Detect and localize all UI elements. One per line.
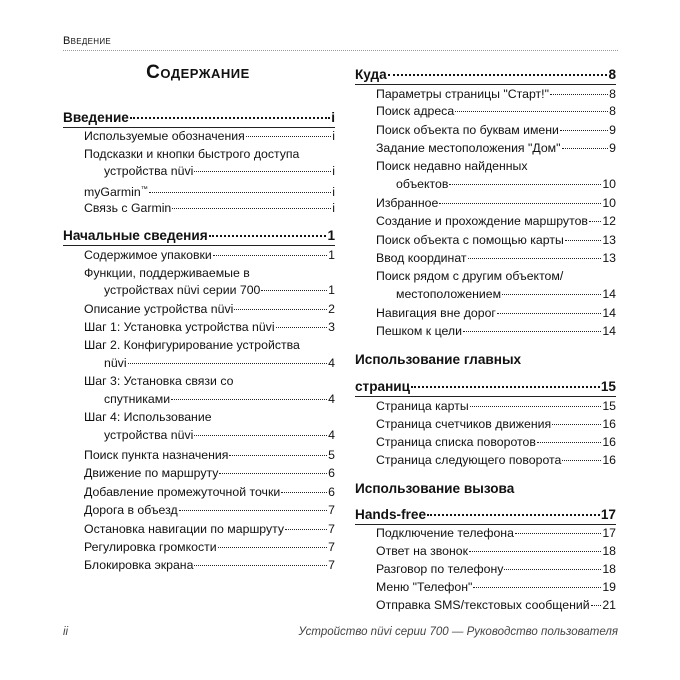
- dot-leader: [449, 184, 601, 185]
- toc-entry-label: объектов: [396, 177, 449, 191]
- page-footer: [63, 626, 618, 638]
- toc-page-number: 8: [608, 67, 616, 82]
- toc-entry-text: Шаг 4: Использование: [84, 410, 212, 424]
- dot-leader: [209, 235, 327, 237]
- toc-entry-label: Содержимое упаковки: [84, 248, 212, 262]
- footer-page-number: ii: [63, 626, 69, 638]
- toc-entry[interactable]: [63, 182, 335, 200]
- toc-page-number: 7: [328, 540, 335, 554]
- dot-leader: [194, 565, 327, 566]
- dot-leader: [469, 551, 601, 552]
- dot-leader: [562, 460, 601, 461]
- toc-section-entry[interactable]: [63, 228, 335, 244]
- toc-section-entry[interactable]: [355, 507, 616, 523]
- toc-entry[interactable]: [355, 561, 616, 577]
- toc-entry-label: myGarmin™: [84, 185, 148, 200]
- dot-leader: [149, 192, 332, 193]
- dot-leader: [502, 294, 601, 295]
- toc-entry-label: Пешком к цели: [376, 324, 462, 338]
- toc-entry[interactable]: [63, 355, 335, 371]
- toc-entry-label: Отправка SMS/текстовых сообщений: [376, 598, 590, 612]
- dot-leader: [473, 587, 601, 588]
- dot-leader: [497, 313, 601, 314]
- toc-entry-label: Создание и прохождение маршрутов: [376, 214, 588, 228]
- toc-entry[interactable]: [63, 521, 335, 537]
- running-header: [63, 35, 618, 51]
- toc-page-number: 14: [602, 324, 616, 338]
- toc-entry-label: Используемые обозначения: [84, 129, 245, 143]
- toc-page-number: 5: [328, 448, 335, 462]
- toc-page-number: 7: [328, 558, 335, 572]
- toc-entry[interactable]: [63, 427, 335, 443]
- toc-entry-label: устройства nüvi: [104, 164, 194, 178]
- toc-page-number: 2: [328, 302, 335, 316]
- dot-leader: [261, 290, 327, 291]
- toc-page-number: 19: [602, 580, 616, 594]
- toc-page-number: 13: [602, 233, 616, 247]
- dot-leader: [439, 203, 601, 204]
- toc-entry-label: Начальные сведения: [63, 228, 208, 243]
- toc-entry-label: спутниками: [104, 392, 171, 406]
- toc-entry-label: Ответ на звонок: [376, 544, 468, 558]
- dot-leader: [388, 74, 608, 76]
- toc-entry-label: устройствах nüvi серии 700: [104, 283, 261, 297]
- dot-leader: [234, 309, 327, 310]
- toc-entry[interactable]: [63, 539, 335, 555]
- toc-page-number: 10: [602, 196, 616, 210]
- toc-page-number: 10: [602, 177, 616, 191]
- dot-leader: [589, 221, 601, 222]
- toc-page-number: 15: [602, 399, 616, 413]
- toc-entry-label: устройства nüvi: [104, 428, 194, 442]
- dot-leader: [172, 208, 331, 209]
- toc-entry[interactable]: [355, 250, 616, 266]
- dot-leader: [455, 111, 608, 112]
- toc-page-number: i: [332, 201, 335, 215]
- dot-leader: [213, 255, 327, 256]
- toc-page-number: i: [332, 185, 335, 200]
- toc-page-number: 9: [609, 141, 616, 155]
- dot-leader: [463, 331, 601, 332]
- toc-entry-label: Введение: [63, 110, 129, 125]
- dot-leader: [276, 327, 328, 328]
- toc-page-number: i: [331, 110, 335, 125]
- toc-entry-label: Подключение телефона: [376, 526, 514, 540]
- toc-entry-label: Страница карты: [376, 399, 469, 413]
- toc-entry[interactable]: [355, 286, 616, 302]
- toc-entry[interactable]: [355, 323, 616, 339]
- toc-page-number: 16: [602, 417, 616, 431]
- dot-leader: [550, 94, 608, 95]
- toc-page-number: 17: [602, 526, 616, 540]
- toc-entry[interactable]: [355, 195, 616, 211]
- toc-page-number: i: [332, 164, 335, 178]
- toc-page-number: 18: [602, 544, 616, 558]
- toc-section-entry[interactable]: [355, 67, 616, 83]
- toc-page-number: 4: [328, 356, 335, 370]
- toc-entry-label: nüvi: [104, 356, 127, 370]
- toc-page-number: 13: [602, 251, 616, 265]
- toc-entry-label: Описание устройства nüvi: [84, 302, 234, 316]
- toc-entry[interactable]: [63, 484, 335, 500]
- toc-entry[interactable]: [63, 200, 335, 216]
- dot-leader: [130, 117, 330, 119]
- toc-entry-label: Поиск адреса: [376, 104, 455, 118]
- toc-entry-label: Поиск объекта по буквам имени: [376, 123, 559, 137]
- toc-entry-label: Остановка навигации по маршруту: [84, 522, 285, 536]
- toc-section-entry[interactable]: [63, 110, 335, 126]
- toc-page-number: 3: [328, 320, 335, 334]
- toc-section-heading: Использование вызова: [355, 481, 515, 496]
- toc-entry-label: Ввод координат: [376, 251, 467, 265]
- dot-leader: [194, 435, 327, 436]
- section-underline: [355, 396, 616, 397]
- toc-entry[interactable]: [63, 128, 335, 144]
- dot-leader: [229, 455, 327, 456]
- dot-leader: [468, 258, 602, 259]
- dot-leader: [171, 399, 327, 400]
- dot-leader: [246, 136, 331, 137]
- toc-entry[interactable]: [355, 597, 616, 613]
- toc-entry-text: Поиск рядом с другим объектом/: [376, 269, 564, 283]
- toc-entry-label: Движение по маршруту: [84, 466, 219, 480]
- dot-leader: [565, 240, 602, 241]
- dot-leader: [515, 533, 601, 534]
- toc-page-number: 6: [328, 485, 335, 499]
- toc-page-number: 12: [602, 214, 616, 228]
- toc-entry-text: Функции, поддерживаемые в: [84, 266, 250, 280]
- dot-leader: [285, 529, 327, 530]
- toc-entry[interactable]: [355, 140, 616, 156]
- dot-leader: [411, 386, 600, 388]
- toc-page-number: 8: [609, 87, 616, 101]
- dot-leader: [128, 363, 328, 364]
- toc-page-number: 16: [602, 435, 616, 449]
- toc-page-number: 7: [328, 503, 335, 517]
- toc-entry[interactable]: [355, 103, 616, 119]
- toc-entry-text: Шаг 3: Установка связи со: [84, 374, 234, 388]
- dot-leader: [562, 148, 609, 149]
- toc-entry-label: Дорога в объезд: [84, 503, 178, 517]
- toc-entry[interactable]: [63, 557, 335, 573]
- toc-page-number: 4: [328, 392, 335, 406]
- toc-entry-label: Страница следующего поворота: [376, 453, 562, 467]
- toc-entry-label: страниц: [355, 379, 411, 394]
- toc-entry[interactable]: [355, 416, 616, 432]
- toc-entry[interactable]: [355, 86, 616, 102]
- toc-entry-label: Поиск пункта назначения: [84, 448, 229, 462]
- dot-leader: [504, 569, 601, 570]
- toc-entry[interactable]: [63, 282, 335, 298]
- toc-entry[interactable]: [355, 452, 616, 468]
- toc-entry[interactable]: [63, 247, 335, 263]
- toc-entry-label: Меню "Телефон": [376, 580, 473, 594]
- running-header-text: Введение: [63, 35, 112, 47]
- section-underline: [63, 245, 335, 246]
- toc-entry-text: Шаг 2. Конфигурирование устройства: [84, 338, 300, 352]
- toc-entry-label: Навигация вне дорог: [376, 306, 496, 320]
- toc-page-number: 6: [328, 466, 335, 480]
- toc-page-number: 21: [602, 598, 616, 612]
- toc-entry[interactable]: [63, 502, 335, 518]
- toc-entry-label: местоположением: [396, 287, 502, 301]
- toc-page-number: 16: [602, 453, 616, 467]
- toc-entry[interactable]: [355, 122, 616, 138]
- toc-entry[interactable]: [355, 543, 616, 559]
- toc-entry[interactable]: [355, 305, 616, 321]
- toc-page-number: 1: [328, 283, 335, 297]
- toc-section-heading: Использование главных: [355, 352, 522, 367]
- toc-entry-text: Поиск недавно найденных: [376, 159, 528, 173]
- dot-leader: [219, 473, 327, 474]
- toc-entry-label: Задание местоположения "Дом": [376, 141, 561, 155]
- toc-page-number: 17: [600, 507, 616, 522]
- section-underline: [355, 84, 616, 85]
- toc-entry-label: Hands-free: [355, 507, 427, 522]
- toc-entry-label: Страница списка поворотов: [376, 435, 536, 449]
- toc-entry[interactable]: [355, 398, 616, 414]
- toc-entry-text: Подсказки и кнопки быстрого доступа: [84, 147, 300, 161]
- dot-leader: [470, 406, 602, 407]
- toc-entry[interactable]: [63, 319, 335, 335]
- toc-page-number: 4: [328, 428, 335, 442]
- toc-entry-label: Шаг 1: Установка устройства nüvi: [84, 320, 275, 334]
- toc-page-number: 1: [328, 248, 335, 262]
- toc-page-number: 9: [609, 123, 616, 137]
- toc-page-number: 14: [602, 287, 616, 301]
- toc-page-number: 7: [328, 522, 335, 536]
- toc-section-entry[interactable]: [355, 379, 616, 395]
- toc-entry[interactable]: [63, 391, 335, 407]
- dot-leader: [281, 492, 327, 493]
- toc-entry-label: Блокировка экрана: [84, 558, 194, 572]
- dot-leader: [560, 130, 608, 131]
- toc-entry[interactable]: [355, 232, 616, 248]
- toc-entry-label: Регулировка громкости: [84, 540, 217, 554]
- toc-entry-label: Параметры страницы "Старт!": [376, 87, 549, 101]
- toc-entry-label: Связь с Garmin: [84, 201, 172, 215]
- toc-page-number: i: [332, 129, 335, 143]
- toc-entry-label: Добавление промежуточной точки: [84, 485, 281, 499]
- toc-entry-label: Куда: [355, 67, 387, 82]
- toc-page-number: 14: [602, 306, 616, 320]
- dot-leader: [552, 424, 601, 425]
- toc-entry[interactable]: [63, 447, 335, 463]
- toc-entry[interactable]: [355, 213, 616, 229]
- toc-entry-label: Избранное: [376, 196, 439, 210]
- toc-entry[interactable]: [355, 525, 616, 541]
- toc-page-number: 8: [609, 104, 616, 118]
- dot-leader: [179, 510, 327, 511]
- toc-entry-label: Страница счетчиков движения: [376, 417, 552, 431]
- toc-entry[interactable]: [355, 434, 616, 450]
- dot-leader: [218, 547, 328, 548]
- dot-leader: [427, 514, 600, 516]
- toc-entry-label: Поиск объекта с помощью карты: [376, 233, 564, 247]
- footer-manual-title: Устройство nüvi серии 700 — Руководство пользователя: [298, 626, 618, 638]
- toc-page-number: 1: [327, 228, 335, 243]
- toc-entry-label: Разговор по телефону: [376, 562, 504, 576]
- toc-entry[interactable]: [355, 176, 616, 192]
- page-title: Содержание: [146, 62, 250, 83]
- dot-leader: [194, 171, 331, 172]
- dot-leader: [537, 442, 601, 443]
- toc-entry[interactable]: [63, 465, 335, 481]
- toc-page-number: 15: [600, 379, 616, 394]
- toc-entry[interactable]: [63, 163, 335, 179]
- toc-page-number: 18: [602, 562, 616, 576]
- toc-entry[interactable]: [355, 579, 616, 595]
- toc-entry[interactable]: [63, 301, 335, 317]
- dot-leader: [591, 605, 602, 606]
